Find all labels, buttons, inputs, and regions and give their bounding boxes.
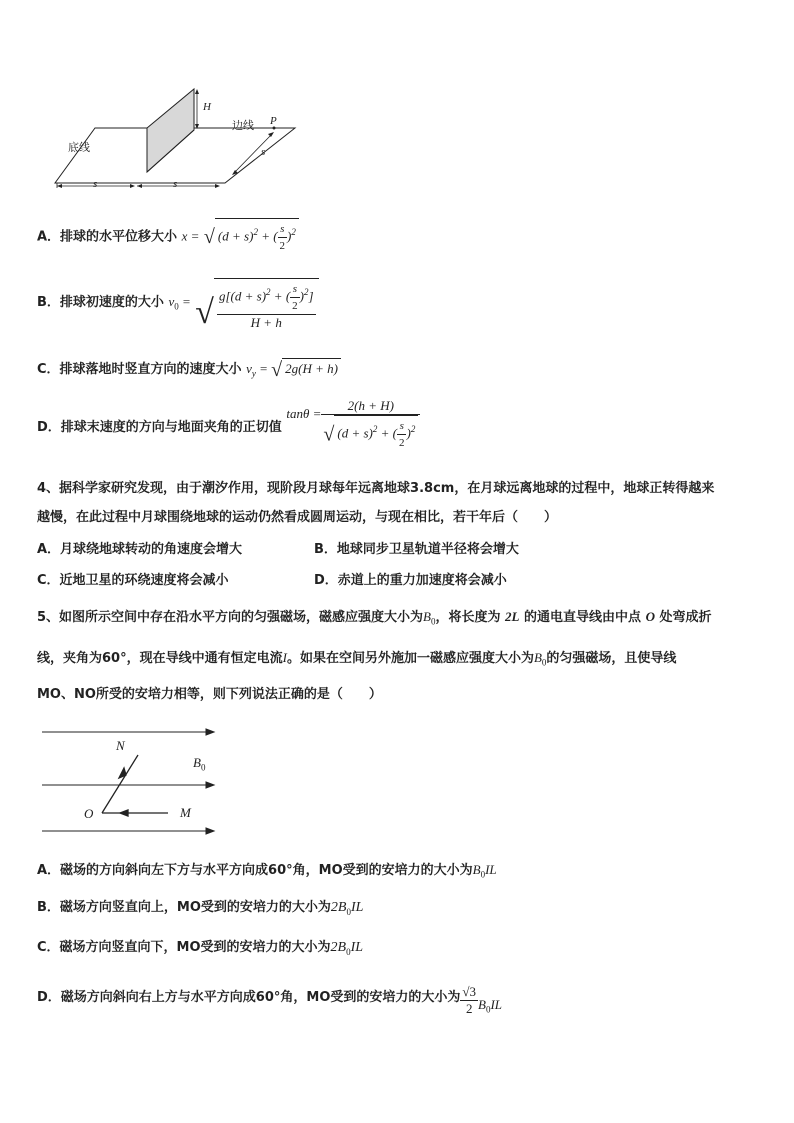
label-s-right: s [173,178,178,190]
option-a-formula: √ $(d + s)^2$ + ( $\frac{s}{2}$ )$^2$ [204,228,299,243]
option-a-text: A．排球的水平位移大小 [37,229,178,245]
b0-symbol: $B_0$ [423,609,436,627]
q4-option-b[interactable]: B．地球同步卫星轨道半径将会增大 [314,542,519,557]
option-b-lhs: $v_0$ = [168,294,191,312]
q5-option-a[interactable]: A．磁场的方向斜向左下方与水平方向成60°角，MO受到的安培力的大小为$B_0IL$ [37,862,497,880]
q5-line-2: 线，夹角为60°，现在导线中通有恒定电流I。如果在空间另外施加一磁感应强度大小为$B_0$的匀强磁场，且使导线 [37,650,677,668]
label-s-side: s [261,146,266,158]
label-N: N [116,738,125,753]
q3-option-d[interactable] [37,398,420,451]
label-baseline: 底线 [68,141,90,154]
wire-arrow-left [120,810,128,816]
label-M: M [180,805,191,820]
q3-option-b[interactable] [37,278,319,331]
q5-option-b[interactable]: B．磁场方向竖直向上，MO受到的安培力的大小为$2B_0IL$ [37,900,364,917]
label-P: P [270,115,277,127]
q5-option-c[interactable]: C．磁场方向竖直向下，MO受到的安培力的大小为$2B_0IL$ [37,940,364,957]
option-c-formula: $v_y$ = √ 2g(H + h) [246,361,341,376]
label-B0: $B_0$ [193,755,206,773]
label-s-left: s [93,178,98,190]
option-a-lhs: x = [181,228,200,244]
q5-option-d[interactable]: D．磁场方向斜向右上方与水平方向成60°角，MO受到的安培力的大小为 $\frac{√3}{2}$ $B_0IL$ [37,984,503,1016]
q4-line-2: 越慢，在此过程中月球围绕地球的运动仍然看成圆周运动，与现在相比，若干年后（ ） [37,510,558,525]
q4-option-d[interactable]: D．赤道上的重力加速度将会减小 [314,573,507,588]
option-d-text: D．排球末速度的方向与地面夹角的正切值 [37,420,282,435]
q4-option-c[interactable]: C．近地卫星的环绕速度将会减小 [37,573,229,588]
net [147,89,194,172]
q3-option-a[interactable] [37,218,299,254]
option-b-text: B．排球初速度的大小 [37,295,164,310]
option-d-formula: tanθ = 2(h + H) √ $(d + s)^2$ + ( $\frac{s}{2}$ )$^2$ [286,398,420,451]
q4-line-1: 4、据科学家研究发现，由于潮汐作用，现阶段月球每年远离地球3.8cm，在月球远离地球的过程中，地球正转得越来 [37,481,715,496]
label-H: H [203,101,211,113]
label-O: O [84,806,94,821]
q4-option-a[interactable]: A．月球绕地球转动的角速度会增大 [37,542,243,557]
q5-line-1: 5、如图所示空间中存在沿水平方向的匀强磁场，磁感应强度大小为$B_0$，将长度为 2L 的通电直导线由中点 O 处弯成折 [37,609,712,627]
q3-option-c[interactable] [37,358,341,382]
option-c-text: C．排球落地时竖直方向的速度大小 [37,362,242,377]
q5-line-3: MO、NO所受的安培力相等，则下列说法正确的是（ ） [37,687,382,702]
magnetic-field-figure [40,725,220,837]
label-edge-line: 边线 [232,119,254,132]
option-b-formula: √ $g[(d + s)^2$ + ( $\frac{s}{2}$ )$^2$] H + h [195,278,318,331]
